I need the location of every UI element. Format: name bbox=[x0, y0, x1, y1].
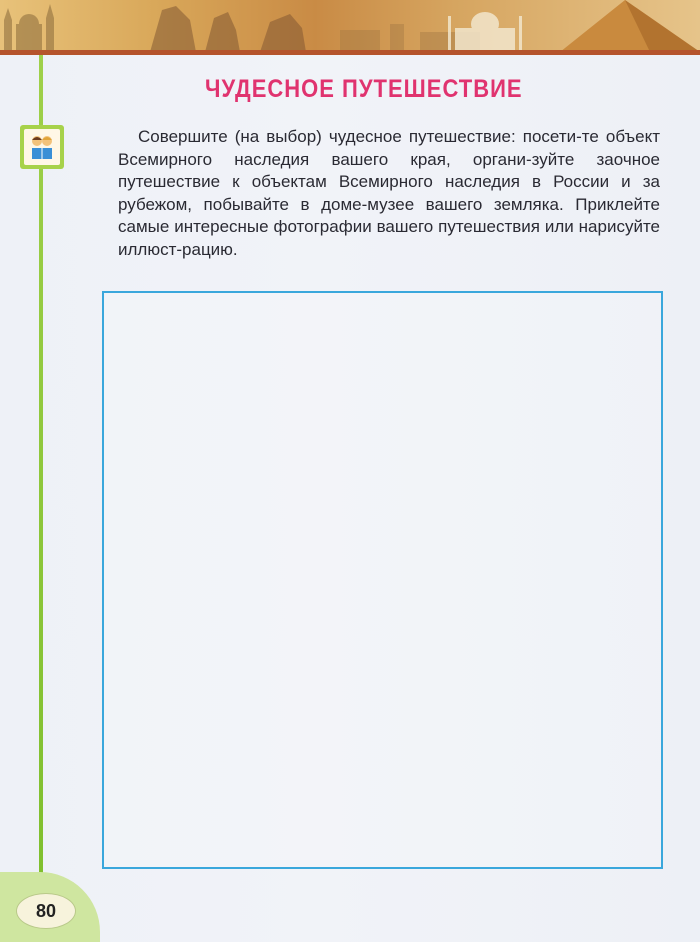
landmarks-banner bbox=[0, 0, 700, 52]
page-number: 80 bbox=[35, 900, 57, 921]
task-description: Совершите (на выбор) чудесное путешествие: посети-те объект Всемирного наследия вашего края, органи-зуйте заочное путешествие к объектам Всемирного наследия в России и за рубежом, побывайте в доме-музее вашего земляка. Приклейте самые интересные фотографии вашего путешествия или нарисуйте иллюст-рацию. bbox=[118, 127, 660, 259]
banner-stripe bbox=[0, 50, 700, 55]
drawing-area[interactable] bbox=[102, 291, 663, 869]
page-number-badge bbox=[16, 893, 76, 929]
margin-rule bbox=[39, 55, 43, 885]
page-title: ЧУДЕСНОЕ ПУТЕШЕСТВИЕ bbox=[205, 74, 523, 103]
world-landmarks-banner-icon bbox=[0, 0, 700, 52]
reading-children-icon bbox=[20, 125, 64, 169]
